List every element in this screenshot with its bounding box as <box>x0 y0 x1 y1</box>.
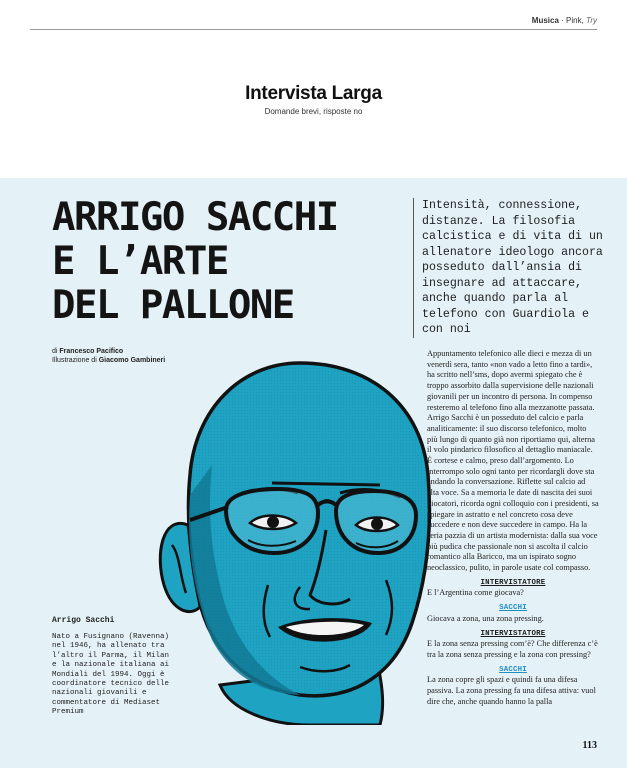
song-title: Try <box>586 16 597 25</box>
intro-paragraph: Appuntamento telefonico alle dieci e mezza di un venerdì sera, tanto «non vado a letto fino a tardi», ha scritto nell’sms, dopo avermi spiegato che è troppo assorbito dalla supervisione delle nazionali giovanili per un incontro di persona. In compenso resteremo al telefono fino alla mezzanotte passata. Arrigo Sacchi è un posseduto del calcio e parla analiticamente: il suo discorso telefonico, molto più lungo di quanto già non riportiamo qui, alterna il volo pindarico filosofico al dettaglio maniacale. È cortese e calmo, preso dall’argomento. Lo interrompo solo ogni tanto per ricordargli dove sta andando la conversazione. Riflette sul calcio ad alta voce. Sa a memoria le date di nascita dei suoi giocatori, ricorda ogni colloquio con i presidenti, sa spiegare in astratto e nel concreto cosa deve succedere e non deve succedere in campo. Ha la seria pazzia di un artista modernista: dalla sua voce più pudica che passionale non si ascolta il calcio romantico alla Baricco, ma un ispirato sogno neoclassico, pulito, in parole usate col compasso. <box>427 349 599 573</box>
qa-text: E l’Argentina come giocava? <box>427 588 524 598</box>
comma: , <box>581 16 587 25</box>
illustrator-name: Giacomo Gambineri <box>98 357 166 364</box>
portrait-illustration <box>150 355 435 725</box>
bio-name: Arrigo Sacchi <box>52 616 115 625</box>
speaker-label: SACCHI <box>499 604 527 613</box>
deck: Intensità, connessione, distanze. La filosofia calcistica e di vita di un allenatore ideologo ancora posseduto dall’ansia di insegnare ad attaccare, anche quando parla al telefono con Guardiola e con noi <box>413 198 603 338</box>
separator: · <box>558 16 567 25</box>
headline-line: ARRIGO SACCHI <box>52 195 338 240</box>
illustrator-credit <box>52 356 165 365</box>
headline-line: E L’ARTE <box>52 239 228 284</box>
page-number: 113 <box>582 740 597 751</box>
bio <box>52 616 174 718</box>
rubric-subtitle: Domande brevi, risposte no <box>264 107 363 116</box>
author-credit <box>52 347 165 356</box>
speaker-label: SACCHI <box>499 665 527 674</box>
artist-name: Pink <box>566 16 582 25</box>
byline <box>52 347 165 365</box>
section-label <box>532 16 597 25</box>
author-prefix: di <box>52 348 58 355</box>
author-name: Francesco Pacifico <box>59 348 124 355</box>
portrait-head <box>150 355 435 725</box>
rubric <box>0 83 627 116</box>
headline-line: DEL PALLONE <box>52 283 294 328</box>
qa-text: La zona copre gli spazi e quindi fa una difesa passiva. La zona pressing fa una difesa attiva: vuol dire che, anche quando hanno la palla <box>427 675 596 706</box>
headline <box>52 196 412 328</box>
bio-text: Nato a Fusignano (Ravenna) nel 1946, ha allenato tra l’altro il Parma, il Milan e la nazionale italiana ai Mondiali del 1994. Oggi è coordinatore tecnico delle nazionali giovanili e commentatore di Mediaset Premium <box>52 633 170 717</box>
qa-text: E la zona senza pressing com’è? Che differenza c’è tra la zona senza pressing e la zona con pressing? <box>427 639 598 659</box>
rubric-title: Intervista Larga <box>245 83 382 104</box>
illustrator-prefix: Illustrazione di <box>52 357 97 364</box>
article-body <box>427 349 599 721</box>
top-rule <box>30 29 597 30</box>
speaker-label: INTERVISTATORE <box>480 578 546 587</box>
qa-text: Giocava a zona, una zona pressing. <box>427 613 544 623</box>
section-name: Musica <box>531 16 559 25</box>
speaker-label: INTERVISTATORE <box>480 629 546 638</box>
